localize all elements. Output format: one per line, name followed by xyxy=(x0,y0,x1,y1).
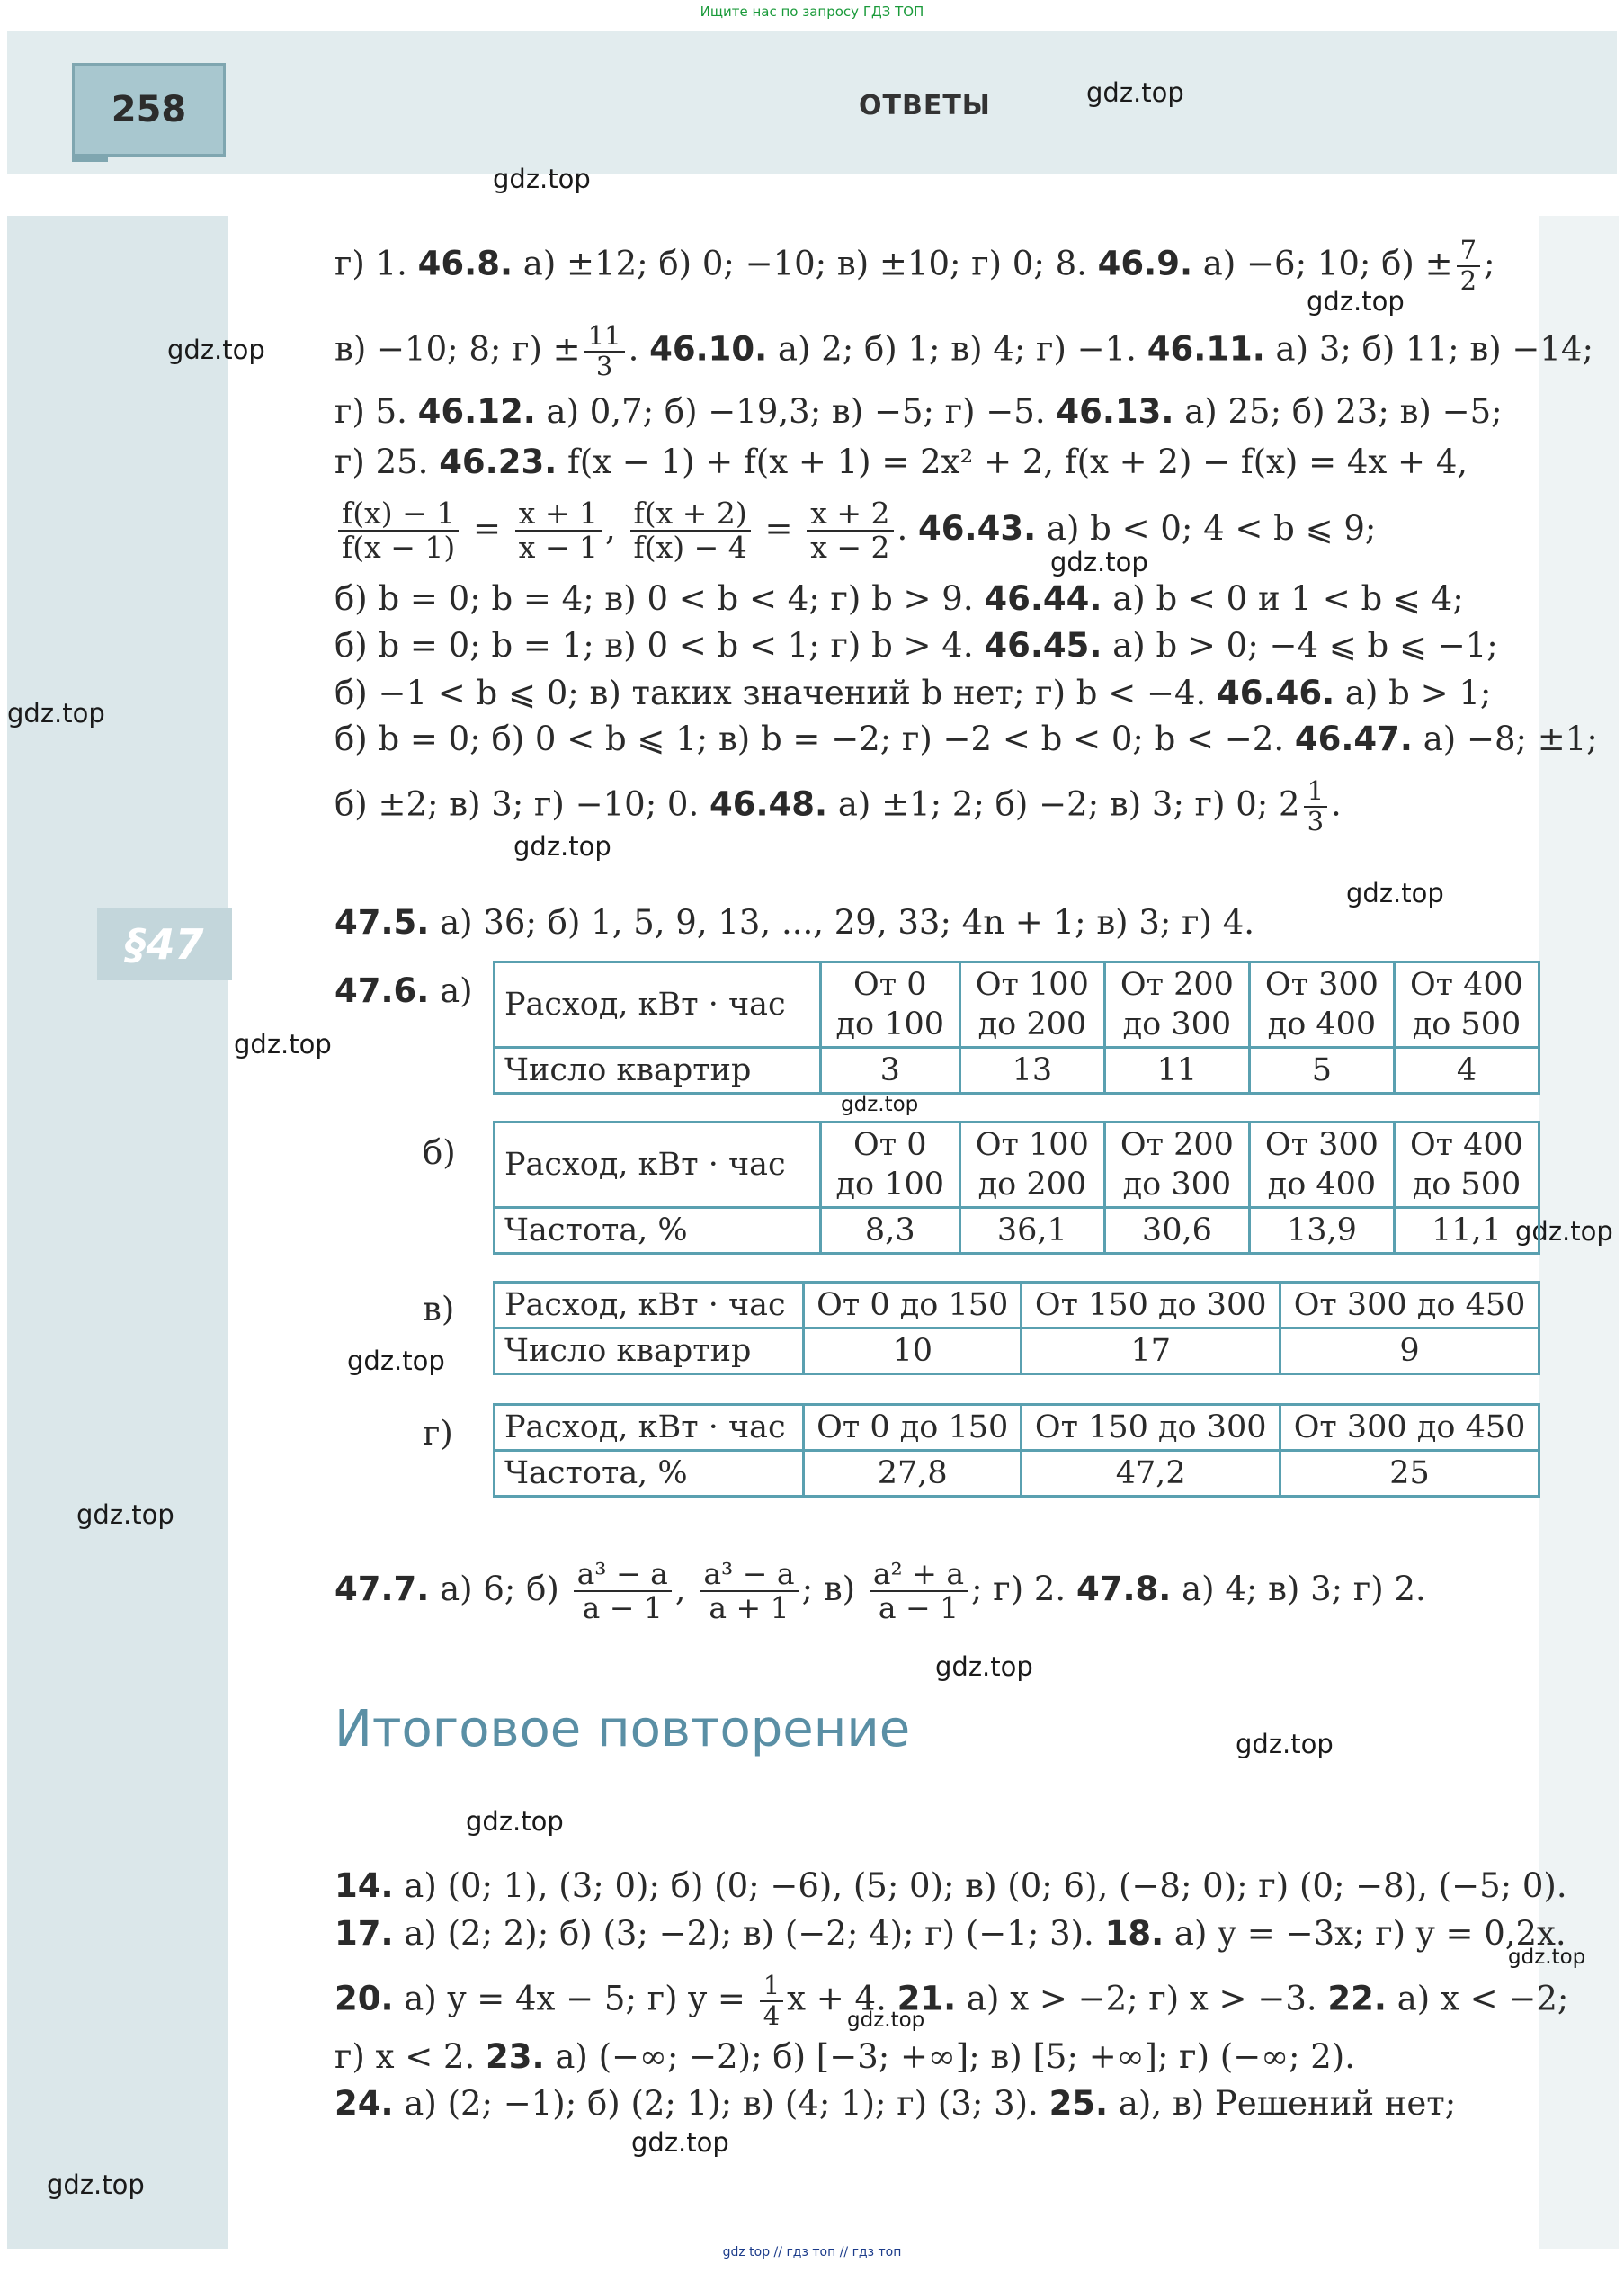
answer-line: б) b = 0; b = 1; в) 0 < b < 1; г) b > 4. 46.45. а) b > 0; −4 ⩽ b ⩽ −1; xyxy=(335,626,1498,665)
watermark: gdz.top xyxy=(1086,77,1184,108)
watermark: gdz.top xyxy=(1050,547,1148,577)
fraction: $\frac{\text{a³ − a}}{a - 1}$ xyxy=(574,1558,672,1625)
answer-line: г) x < 2. 23. а) (−∞; −2); б) [−3; +∞]; в) [5; +∞]; г) (−∞; 2). xyxy=(335,2037,1355,2076)
table-row xyxy=(495,1328,1539,1374)
table-cell: 11,1 xyxy=(1394,1208,1539,1254)
table-cell: 8,3 xyxy=(820,1208,959,1254)
watermark: gdz.top xyxy=(466,1806,564,1837)
watermark: gdz.top xyxy=(1515,1216,1613,1247)
watermark: gdz.top xyxy=(1508,1946,1586,1969)
table-cell: От 100 до 200 xyxy=(959,962,1104,1048)
table-cell: От 400 до 500 xyxy=(1394,1123,1539,1208)
watermark: gdz.top xyxy=(935,1651,1033,1682)
answer-line: б) b = 0; б) 0 < b ⩽ 1; в) b = −2; г) −2 < b < 0; b < −2. 46.47. а) −8; ±1; xyxy=(335,720,1598,758)
table-cell: От 400 до 500 xyxy=(1394,962,1539,1048)
table-cell: Частота, % xyxy=(495,1208,821,1254)
answer-line: в) xyxy=(423,1290,455,1328)
answer-line: 47.5. а) 36; б) 1, 5, 9, 13, ..., 29, 33; 4n + 1; в) 3; г) 4. xyxy=(335,903,1255,942)
table-cell: От 200 до 300 xyxy=(1104,1123,1249,1208)
answer-line: 14. а) (0; 1), (3; 0); б) (0; −6), (5; 0); в) (0; 6), (−8; 0); г) (0; −8), (−5; 0). xyxy=(335,1866,1567,1905)
fraction: $\frac{f(x) - 1}{f(x - 1)}$ xyxy=(338,497,459,565)
watermark: gdz.top xyxy=(513,831,611,862)
watermark: gdz.top xyxy=(347,1346,445,1376)
table-cell: 25 xyxy=(1280,1451,1539,1497)
table-d xyxy=(493,1403,1540,1498)
answer-line: 47.7. а) 6; б) $\frac{\text{a³ − a}}{a - 1}$ , $\frac{\text{a³ − a}}{a + 1}$ ; в) $\frac{\text{a² + a}}{a - 1}$ ; г) 2. 47.8. а) 4; в) 3; г) 2. xyxy=(335,1556,1426,1626)
answer-line: г) xyxy=(423,1414,453,1453)
fraction: $\frac{x + 1}{x - 1}$ xyxy=(515,497,602,565)
watermark: gdz.top xyxy=(1307,286,1405,317)
answer-line: в) −10; 8; г) ± $\frac{11}{3}$ . 46.10. а) 2; б) 1; в) 4; г) −1. 46.11. а) 3; б) 11; в) −14; xyxy=(335,320,1593,381)
fraction: $\frac{11}{3}$ xyxy=(584,322,625,381)
table-cell: От 300 до 400 xyxy=(1249,962,1394,1048)
table-cell: Число квартир xyxy=(495,1328,804,1374)
table-cell: 10 xyxy=(804,1328,1022,1374)
table-cell: Расход, кВт · час xyxy=(495,1405,804,1451)
watermark: gdz.top xyxy=(1346,878,1444,908)
table-cell: От 300 до 450 xyxy=(1280,1283,1539,1328)
fraction: $\frac{\text{a³ − a}}{a + 1}$ xyxy=(700,1558,798,1625)
table-cell: 5 xyxy=(1249,1048,1394,1094)
table-cell: От 0 до 150 xyxy=(804,1405,1022,1451)
watermark: gdz.top xyxy=(847,2008,925,2032)
watermark: gdz.top xyxy=(841,1093,919,1116)
watermark: gdz.top xyxy=(76,1499,174,1530)
table-cell: 9 xyxy=(1280,1328,1539,1374)
table-row xyxy=(495,1123,1539,1208)
answer-line: б) xyxy=(423,1133,456,1172)
answer-line: 20. а) y = 4x − 5; г) y = $\frac{1}{4}$ x + 4. 21. а) x > −2; г) x > −3. 22. а) x < −2; xyxy=(335,1970,1569,2031)
bottom-banner[interactable]: gdz top // гдз топ // гдз топ xyxy=(722,2245,902,2259)
table-cell: Число квартир xyxy=(495,1048,821,1094)
table-b xyxy=(493,1121,1540,1255)
answer-line: 24. а) (2; −1); б) (2; 1); в) (4; 1); г) (3; 3). 25. а), в) Решений нет; xyxy=(335,2084,1457,2123)
table-cell: 4 xyxy=(1394,1048,1539,1094)
table-cell: От 300 до 400 xyxy=(1249,1123,1394,1208)
fraction: $\frac{x + 2}{x - 2}$ xyxy=(807,497,893,565)
watermark: gdz.top xyxy=(493,164,591,194)
answer-line: г) 5. 46.12. а) 0,7; б) −19,3; в) −5; г) −5. 46.13. а) 25; б) 23; в) −5; xyxy=(335,392,1503,431)
answer-line: $\frac{f(x) - 1}{f(x - 1)}$ = $\frac{x + 1}{x - 1}$ , $\frac{f(x + 2)}{f(x) - 4}$ = $\frac{x + 2}{x - 2}$ . 46.43. а) b < 0; 4 < b ⩽ 9; xyxy=(335,497,1376,565)
fraction: $\frac{1}{4}$ xyxy=(760,1972,783,2031)
table-cell: 27,8 xyxy=(804,1451,1022,1497)
table-row xyxy=(495,962,1539,1048)
fraction: $\frac{f(x + 2)}{f(x) - 4}$ xyxy=(630,497,751,565)
answer-line: 47.6. а) xyxy=(335,971,473,1010)
table-cell: 36,1 xyxy=(959,1208,1104,1254)
table-cell: От 300 до 450 xyxy=(1280,1405,1539,1451)
header-band xyxy=(7,31,1617,174)
answer-line: 17. а) (2; 2); б) (3; −2); в) (−2; 4); г) (−1; 3). 18. а) y = −3x; г) y = 0,2x. xyxy=(335,1914,1566,1953)
fraction: $\frac{7}{2}$ xyxy=(1457,237,1480,296)
table-cell: От 0 до 150 xyxy=(804,1283,1022,1328)
table-row xyxy=(495,1405,1539,1451)
answer-line: б) b = 0; b = 4; в) 0 < b < 4; г) b > 9. 46.44. а) b < 0 и 1 < b ⩽ 4; xyxy=(335,579,1464,618)
table-cell: 13,9 xyxy=(1249,1208,1394,1254)
table-cell: От 150 до 300 xyxy=(1022,1405,1280,1451)
fraction: $\frac{\text{a² + a}}{a - 1}$ xyxy=(870,1558,968,1625)
top-banner[interactable]: Ищите нас по запросу ГДЗ ТОП xyxy=(700,4,924,20)
table-row xyxy=(495,1451,1539,1497)
table-cell: От 200 до 300 xyxy=(1104,962,1249,1048)
table-cell: 13 xyxy=(959,1048,1104,1094)
watermark: gdz.top xyxy=(234,1029,332,1060)
table-row xyxy=(495,1208,1539,1254)
header-title: ОТВЕТЫ xyxy=(859,90,991,121)
answer-line: б) ±2; в) 3; г) −10; 0. 46.48. а) ±1; 2; б) −2; в) 3; г) 0; 2 $\frac{1}{3}$ . xyxy=(335,775,1342,836)
table-a xyxy=(493,961,1540,1095)
table-row xyxy=(495,1283,1539,1328)
answer-line: б) −1 < b ⩽ 0; в) таких значений b нет; г) b < −4. 46.46. а) b > 1; xyxy=(335,674,1492,712)
table-cell: От 100 до 200 xyxy=(959,1123,1104,1208)
table-cell: 11 xyxy=(1104,1048,1249,1094)
watermark: gdz.top xyxy=(1236,1729,1334,1759)
table-cell: От 0 до 100 xyxy=(820,962,959,1048)
table-cell: Расход, кВт · час xyxy=(495,962,821,1048)
section-47-tag: §47 xyxy=(97,908,232,980)
watermark: gdz.top xyxy=(7,698,105,729)
table-cell: 3 xyxy=(820,1048,959,1094)
table-cell: Расход, кВт · час xyxy=(495,1283,804,1328)
table-row xyxy=(495,1048,1539,1094)
watermark: gdz.top xyxy=(47,2169,145,2200)
table-cell: От 0 до 100 xyxy=(820,1123,959,1208)
table-cell: 17 xyxy=(1022,1328,1280,1374)
answer-line: г) 1. 46.8. а) ±12; б) 0; −10; в) ±10; г) 0; 8. 46.9. а) −6; 10; б) ± $\frac{7}{2}$ ; xyxy=(335,235,1495,296)
page-number: 258 xyxy=(72,63,226,157)
table-c xyxy=(493,1281,1540,1375)
answer-line: г) 25. 46.23. f(x − 1) + f(x + 1) = 2x² + 2, f(x + 2) − f(x) = 4x + 4, xyxy=(335,443,1468,481)
table-cell: Расход, кВт · час xyxy=(495,1123,821,1208)
watermark: gdz.top xyxy=(167,335,265,365)
table-cell: 30,6 xyxy=(1104,1208,1249,1254)
section-title: Итоговое повторение xyxy=(335,1700,911,1758)
fraction: $\frac{1}{3}$ xyxy=(1304,777,1327,836)
table-cell: От 150 до 300 xyxy=(1022,1283,1280,1328)
table-cell: Частота, % xyxy=(495,1451,804,1497)
left-sidebar xyxy=(7,216,228,2249)
watermark: gdz.top xyxy=(631,2127,729,2158)
table-cell: 47,2 xyxy=(1022,1451,1280,1497)
